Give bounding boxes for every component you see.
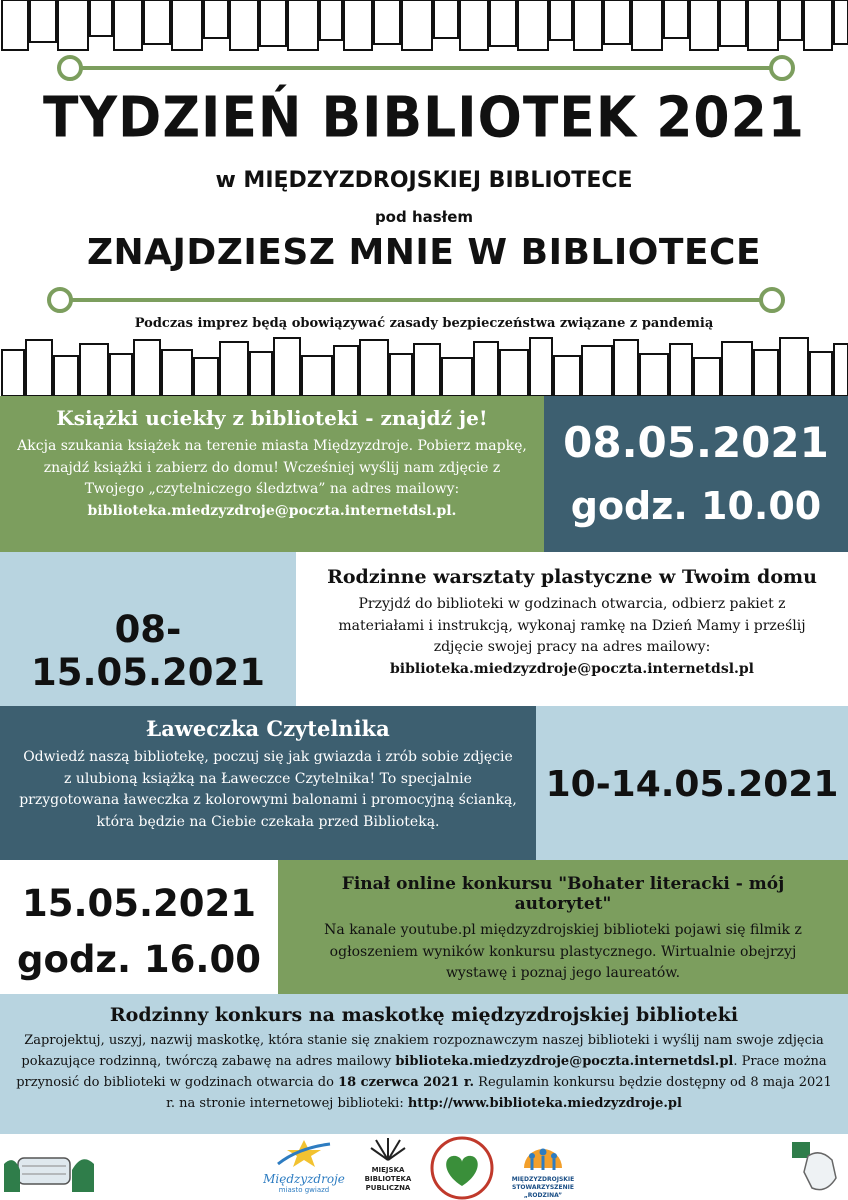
footer bbox=[0, 1134, 848, 1200]
event-card-reader-bench bbox=[0, 706, 536, 860]
event-title: Rodzinne warsztaty plastyczne w Twoim domu bbox=[327, 566, 817, 588]
event-title: Książki uciekły z biblioteki - znajdź je! bbox=[56, 406, 488, 430]
sunburst-icon bbox=[370, 1136, 406, 1162]
safety-notice: Podczas imprez będą obowiązywać zasady bezpieczeństwa związane z pandemią bbox=[134, 316, 714, 331]
event-card-literary-contest bbox=[278, 860, 848, 994]
page-subtitle: w MIĘDZYZDROJSKIEJ BIBLIOTECE bbox=[215, 168, 633, 193]
family-sun-icon bbox=[520, 1138, 566, 1172]
logo2-line: PUBLICZNA bbox=[365, 1184, 411, 1192]
contest-text-3: Regulamin konkursu będzie dostępny od 8 maja 2021 r. na stronie internetowej biblioteki: bbox=[166, 1075, 832, 1112]
mascot-contest-card bbox=[0, 994, 848, 1134]
event-date: 10-14.05.2021 bbox=[545, 764, 839, 805]
contest-deadline: 18 czerwca 2021 r. bbox=[338, 1075, 475, 1091]
green-rule-top bbox=[56, 54, 796, 82]
logo2-line: MIEJSKA bbox=[371, 1166, 405, 1174]
event-card-family-workshop bbox=[296, 552, 848, 706]
page-title: TYDZIEŃ BIBLIOTEK 2021 bbox=[43, 85, 805, 151]
logo2-line: BIBLIOTEKA bbox=[364, 1175, 412, 1183]
event-date: 08.05.2021 bbox=[563, 418, 829, 467]
contest-email[interactable]: biblioteka.miedzyzdroje@poczta.internetdsl.pl bbox=[395, 1054, 734, 1070]
event-date-box bbox=[0, 552, 296, 706]
event-description: Odwiedź naszą bibliotekę, poczuj się jak gwiazda i zrób sobie zdjęcie z ulubioną książką na Ławeczce Czytelnika! To specjalnie przygotowana ławeczka z kolorowymi balonami i promocyjną ścianką, która będzie na Ciebie czekała przed Biblioteką. bbox=[19, 749, 517, 831]
event-title: Finał online konkursu "Bohater literacki - mój autorytet" bbox=[341, 874, 785, 914]
event-date-box bbox=[536, 706, 848, 860]
contest-description bbox=[10, 1030, 838, 1114]
logo-library bbox=[354, 1136, 422, 1198]
mask-hands-icon bbox=[4, 1144, 94, 1198]
event-date: 08-15.05.2021 bbox=[30, 608, 266, 694]
event-title: Ławeczka Czytelnika bbox=[146, 716, 390, 741]
logo-social-welfare-icon bbox=[430, 1136, 494, 1200]
contest-url[interactable]: http://www.biblioteka.miedzyzdroje.pl bbox=[407, 1096, 682, 1112]
contest-text-2: . Prace można przynosić do biblioteki w godzinach otwarcia do bbox=[16, 1054, 827, 1091]
event-time: godz. 16.00 bbox=[17, 938, 261, 981]
logo4-text: MIĘDZYZDROJSKIE STOWARZYSZENIE „RODZINA” bbox=[511, 1176, 575, 1199]
motto: ZNAJDZIESZ MNIE W BIBLIOTECE bbox=[86, 232, 762, 273]
event-email[interactable]: biblioteka.miedzyzdroje@poczta.internetdsl.pl bbox=[389, 661, 754, 678]
motto-intro: pod hasłem bbox=[374, 208, 474, 226]
contest-text-1: Zaprojektuj, uszyj, nazwij maskotkę, która stanie się znakiem rozpoznawczym naszej biblioteki i wyślij nam swoje zdjęcia pokazujące rodzinną, twórczą zabawę na adres mailowy bbox=[21, 1033, 824, 1070]
contest-title: Rodzinny konkurs na maskotkę międzyzdrojskiej biblioteki bbox=[109, 1004, 739, 1026]
event-description: Akcja szukania książek na terenie miasta Międzyzdroje. Pobierz mapkę, znajdź książki i zabierz do domu! Wcześniej wyślij nam zdjęcie z Twojego „czytelniczego śledztwa” na adres mailowy: bbox=[17, 438, 527, 498]
event-card-books-hunt bbox=[0, 396, 544, 552]
star-icon bbox=[274, 1138, 334, 1168]
event-description: Na kanale youtube.pl międzyzdrojskiej biblioteki pojawi się filmik z ogłoszeniem wyników konkursu plastycznego. Wirtualnie obejrzyj wystawę i poznaj jego laureatów. bbox=[324, 922, 802, 982]
books-bottom-decoration bbox=[0, 336, 848, 396]
logo-association bbox=[508, 1138, 578, 1198]
event-date-box bbox=[544, 396, 848, 552]
logo-miedzyzdroje bbox=[262, 1138, 346, 1196]
logo1-text: Międzyzdroje bbox=[263, 1172, 345, 1186]
gloved-hands-icon bbox=[786, 1138, 844, 1198]
event-time: godz. 10.00 bbox=[570, 484, 822, 528]
books-top-decoration bbox=[0, 0, 848, 62]
event-date-box bbox=[0, 860, 278, 994]
event-email[interactable]: biblioteka.miedzyzdroje@poczta.internetdsl.pl. bbox=[87, 503, 457, 520]
logo1-sub: miasto gwiazd bbox=[278, 1186, 330, 1194]
event-date: 15.05.2021 bbox=[21, 882, 257, 925]
green-rule-bottom bbox=[46, 286, 786, 314]
event-description: Przyjdź do biblioteki w godzinach otwarcia, odbierz pakiet z materiałami i instrukcją, wykonaj ramkę na Dzień Mamy i prześlij zdjęcie swojej pracy na adres mailowy: bbox=[338, 596, 806, 656]
